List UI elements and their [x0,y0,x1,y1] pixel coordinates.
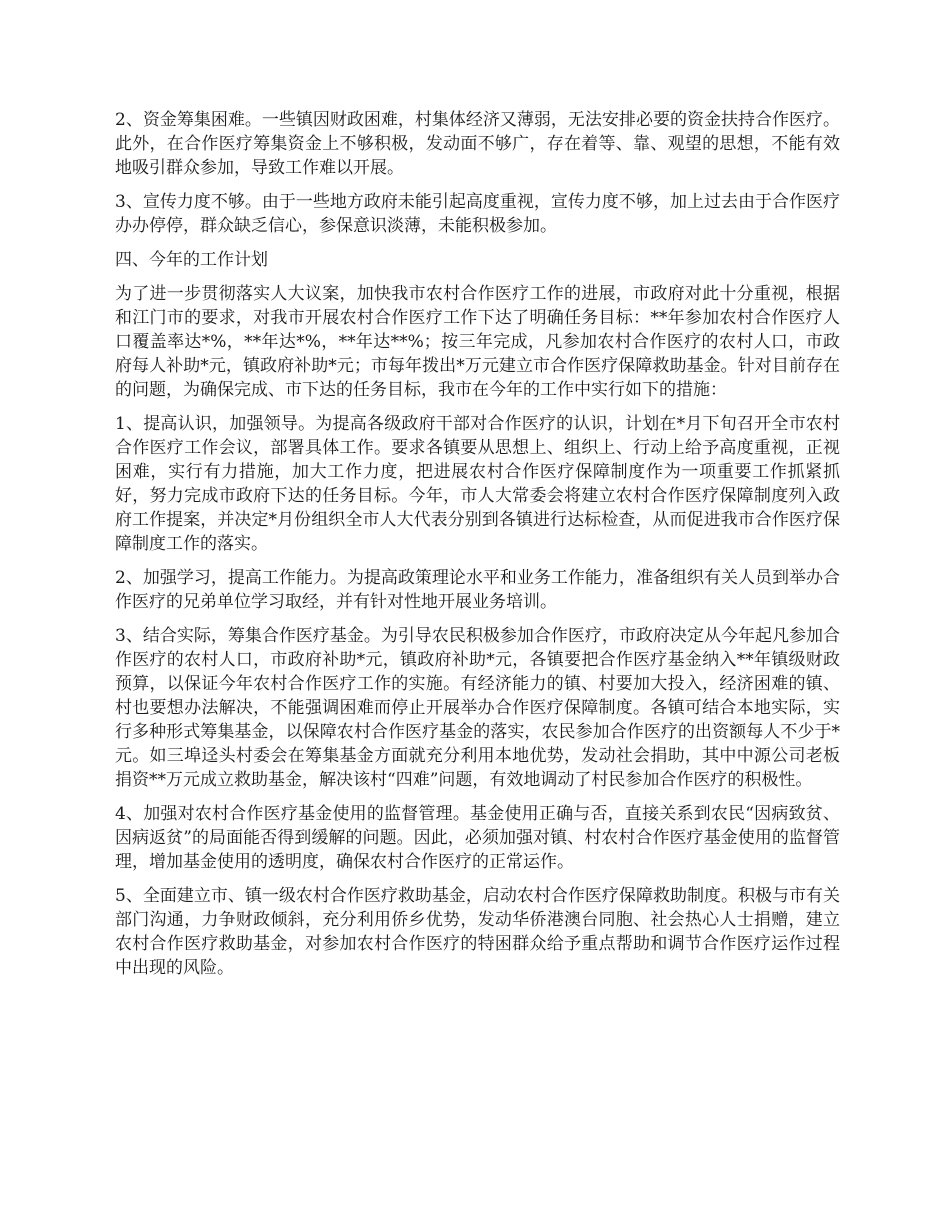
section-heading-work-plan: 四、今年的工作计划 [115,250,268,270]
paragraph-funding-difficulty: 2、资金筹集困难。一些镇因财政困难，村集体经济又薄弱，无法安排必要的资金扶持合作医疗。此外，在合作医疗筹集资金上不够积极，发动面不够广，存在着等、靠、观望的思想，不能有效地吸引群众参加，导致工作难以开展。 [115,110,840,178]
paragraph-measure-1: 1、提高认识，加强领导。为提高各级政府干部对合作医疗的认识，计划在*月下旬召开全市农村合作医疗工作会议，部署具体工作。要求各镇要从思想上、组织上、行动上给予高度重视，正视困难，实行有力措施，加大工作力度，把进展农村合作医疗保障制度作为一项重要工作抓紧抓好，努力完成市政府下达的任务目标。今年，市人大常委会将建立农村合作医疗保障制度列入政府工作提案，并决定*月份组织全市人大代表分别到各镇进行达标检查，从而促进我市合作医疗保障制度工作的落实。 [115,414,840,554]
paragraph-measure-3: 3、结合实际，筹集合作医疗基金。为引导农民积极参加合作医疗，市政府决定从今年起凡参加合作医疗的农村人口，市政府补助*元，镇政府补助*元，各镇要把合作医疗基金纳入**年镇级财政预算，以保证今年农村合作医疗工作的实施。有经济能力的镇、村要加大投入，经济困难的镇、村也要想办法解决，不能强调困难而停止开展举办合作医疗保障制度。各镇可结合本地实际，实行多种形式筹集基金，以保障农村合作医疗基金的落实，农民参加合作医疗的出资额每人不少于*元。如三埠迳头村委会在筹集基金方面就充分利用本地优势，发动社会捐助，其中中源公司老板捐资**万元成立救助基金，解决该村“四难”问题，有效地调动了村民参加合作医疗的积极性。 [115,626,840,790]
paragraph-measure-5: 5、全面建立市、镇一级农村合作医疗救助基金，启动农村合作医疗保障救助制度。积极与市有关部门沟通，力争财政倾斜，充分利用侨乡优势，发动华侨港澳台同胞、社会热心人士捐赠，建立农村合作医疗救助基金，对参加农村合作医疗的特困群众给予重点帮助和调节合作医疗运作过程中出现的风险。 [115,886,840,978]
paragraph-publicity-insufficient: 3、宣传力度不够。由于一些地方政府未能引起高度重视，宣传力度不够，加上过去由于合作医疗办办停停，群众缺乏信心，参保意识淡薄，未能积极参加。 [115,192,840,236]
document-body [115,108,840,990]
paragraph-measure-2: 2、加强学习，提高工作能力。为提高政策理论水平和业务工作能力，准备组织有关人员到举办合作医疗的兄弟单位学习取经，并有针对性地开展业务培训。 [115,568,840,612]
paragraph-measure-4: 4、加强对农村合作医疗基金使用的监督管理。基金使用正确与否，直接关系到农民“因病致贫、因病返贫”的局面能否得到缓解的问题。因此，必须加强对镇、村农村合作医疗基金使用的监督管理，增加基金使用的透明度，确保农村合作医疗的正常运作。 [115,804,840,872]
paragraph-plan-intro: 为了进一步贯彻落实人大议案，加快我市农村合作医疗工作的进展，市政府对此十分重视，根据和江门市的要求，对我市开展农村合作医疗工作下达了明确任务目标：**年参加农村合作医疗人口覆盖率达*%，**年达*%，**年达**%；按三年完成，凡参加农村合作医疗的农村人口，市政府每人补助*元，镇政府补助*元；市每年拨出*万元建立市合作医疗保障救助基金。针对目前存在的问题，为确保完成、市下达的任务目标，我市在今年的工作中实行如下的措施： [115,284,840,400]
